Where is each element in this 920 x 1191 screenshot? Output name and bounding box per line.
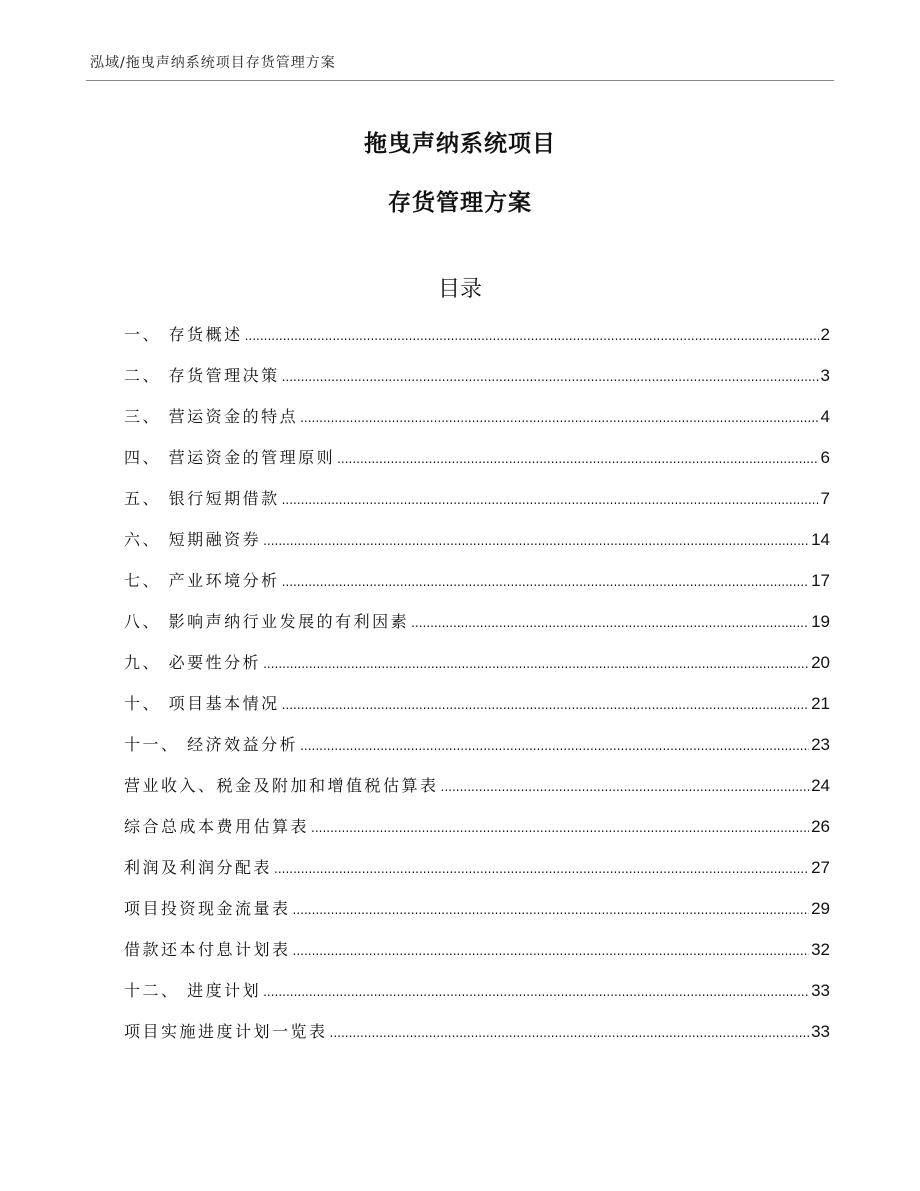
- toc-entry-label: 十、 项目基本情况: [124, 694, 280, 713]
- toc-entry-label: 五、 银行短期借款: [124, 489, 280, 508]
- toc-leader-dots: [330, 1022, 810, 1041]
- toc-entry-label: 借款还本付息计划表: [124, 940, 291, 959]
- toc-leader-dots: [263, 653, 809, 672]
- toc-entry[interactable]: [124, 896, 830, 937]
- toc-entry-page: 19: [811, 612, 830, 631]
- toc-entry[interactable]: [124, 937, 830, 978]
- toc-entry-label: 九、 必要性分析: [124, 653, 262, 672]
- toc-entry-page: 6: [820, 448, 830, 467]
- toc-entry-label: 一、 存货概述: [124, 325, 243, 344]
- toc-entry-label: 三、 营运资金的特点: [124, 407, 299, 426]
- toc-entry[interactable]: [124, 691, 830, 732]
- toc-entry-label: 六、 短期融资券: [124, 530, 262, 549]
- header-divider: [86, 80, 834, 81]
- toc-entry-page: 33: [811, 981, 830, 1000]
- toc-entry-page: 20: [811, 653, 830, 672]
- toc-entry[interactable]: [124, 322, 830, 363]
- document-title-line2: 存货管理方案: [388, 190, 532, 216]
- toc-leader-dots: [282, 489, 819, 508]
- toc-entry-page: 7: [820, 489, 830, 508]
- toc-entry-page: 32: [811, 940, 830, 959]
- toc-leader-dots: [274, 858, 809, 877]
- toc-entry-page: 33: [811, 1022, 830, 1041]
- toc-entry-page: 4: [820, 407, 830, 426]
- toc-entry-label: 项目投资现金流量表: [124, 899, 291, 918]
- toc-leader-dots: [300, 735, 809, 754]
- toc-entry-label: 七、 产业环境分析: [124, 571, 280, 590]
- document-title-line1: 拖曳声纳系统项目: [364, 131, 556, 157]
- toc-entry[interactable]: [124, 732, 830, 773]
- toc-entry-label: 综合总成本费用估算表: [124, 817, 310, 836]
- toc-entry-page: 26: [811, 817, 830, 836]
- toc-entry-page: 27: [811, 858, 830, 877]
- toc-entry-label: 利润及利润分配表: [124, 858, 273, 877]
- toc-leader-dots: [282, 571, 809, 590]
- toc-entry[interactable]: [124, 609, 830, 650]
- toc-entry-label: 十一、 经济效益分析: [124, 735, 299, 754]
- table-of-contents: [124, 322, 830, 1060]
- page-header: 泓域/拖曳声纳系统项目存货管理方案: [90, 55, 336, 71]
- toc-leader-dots: [245, 325, 819, 344]
- toc-leader-dots: [411, 612, 809, 631]
- toc-leader-dots: [263, 530, 809, 549]
- toc-entry-label: 八、 影响声纳行业发展的有利因素: [124, 612, 410, 631]
- toc-entry-page: 29: [811, 899, 830, 918]
- toc-entry-label: 营业收入、税金及附加和增值税估算表: [124, 776, 439, 795]
- toc-entry[interactable]: [124, 486, 830, 527]
- toc-entry[interactable]: [124, 445, 830, 486]
- toc-entry-label: 二、 存货管理决策: [124, 366, 280, 385]
- toc-entry-page: 17: [811, 571, 830, 590]
- toc-entry[interactable]: [124, 404, 830, 445]
- toc-leader-dots: [293, 899, 810, 918]
- toc-entry-page: 2: [820, 325, 830, 344]
- toc-entry[interactable]: [124, 568, 830, 609]
- toc-leader-dots: [441, 776, 810, 795]
- toc-entry-page: 14: [811, 530, 830, 549]
- toc-entry[interactable]: [124, 1019, 830, 1060]
- toc-entry-label: 四、 营运资金的管理原则: [124, 448, 336, 467]
- toc-leader-dots: [263, 981, 809, 1000]
- toc-entry[interactable]: [124, 855, 830, 896]
- toc-title: 目录: [437, 277, 482, 302]
- toc-leader-dots: [293, 940, 810, 959]
- toc-entry[interactable]: [124, 650, 830, 691]
- toc-leader-dots: [282, 694, 809, 713]
- toc-entry-page: 21: [811, 694, 830, 713]
- toc-entry-page: 24: [811, 776, 830, 795]
- toc-entry-label: 项目实施进度计划一览表: [124, 1022, 328, 1041]
- toc-leader-dots: [300, 407, 818, 426]
- toc-entry-page: 23: [811, 735, 830, 754]
- toc-leader-dots: [337, 448, 818, 467]
- toc-leader-dots: [311, 817, 809, 836]
- toc-entry-label: 十二、 进度计划: [124, 981, 262, 1000]
- toc-entry[interactable]: [124, 978, 830, 1019]
- toc-entry[interactable]: [124, 363, 830, 404]
- toc-entry-page: 3: [820, 366, 830, 385]
- toc-entry[interactable]: [124, 773, 830, 814]
- toc-leader-dots: [282, 366, 819, 385]
- toc-entry[interactable]: [124, 814, 830, 855]
- toc-entry[interactable]: [124, 527, 830, 568]
